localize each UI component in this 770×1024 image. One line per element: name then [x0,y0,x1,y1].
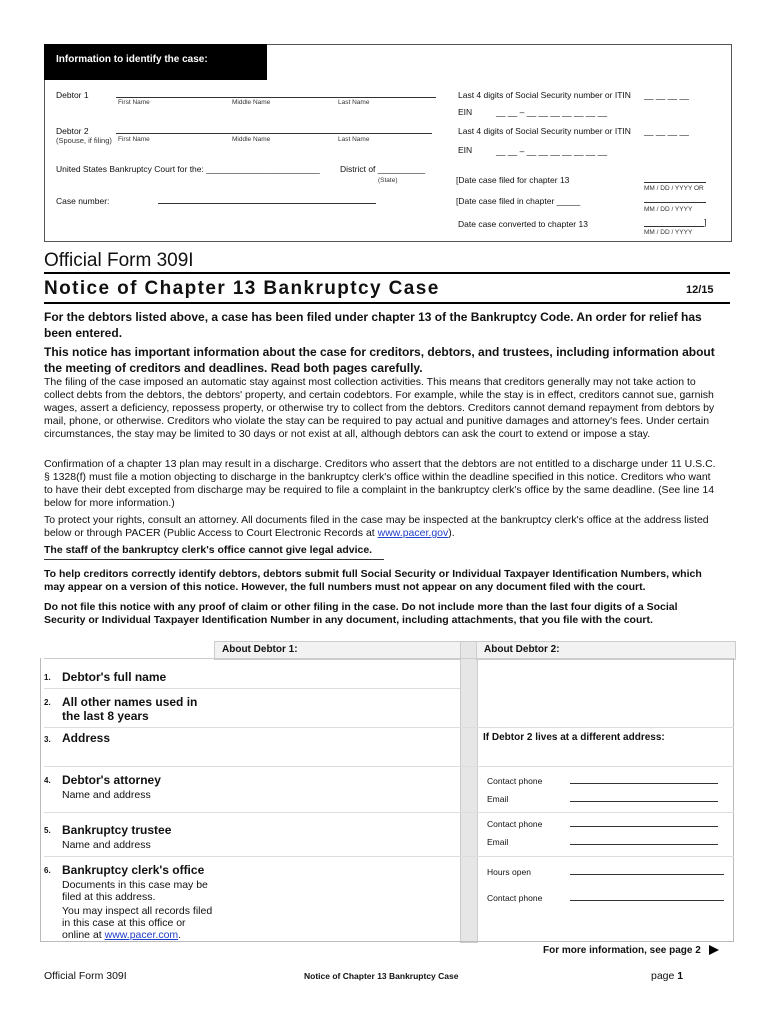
debtor1-name-field[interactable] [116,97,436,98]
debtor1-label: Debtor 1 [56,90,89,100]
date-format: MM / DD / YYYY [644,206,693,213]
footer-page-number [651,970,683,982]
stay-paragraph: The filing of the case imposed an automatic stay against most collection activities. This means that creditors generally may not take action to collect debts from the debtors, the debtors' property, and certain codebtors. For example, while the stay is in effect, creditors cannot sue, garnish wages, assert a deficiency, repossess property, or otherwise try to collect from the debtors. Creditors cannot demand repayment from debtors by mail, phone, or otherwise. Creditors who violate the stay can be required to pay actual and punitive damages and attorney's fees. Under certain circumstances, the stay may be limited to 30 days or not exist at all, although debtors can ask the court to extend or impose a stay. [44,376,715,440]
debtor2-address-note: If Debtor 2 lives at a different address: [483,732,665,743]
clerk-hours-field[interactable] [570,874,724,875]
ein-label-2: EIN [458,145,473,155]
row-number: 3. [44,735,51,744]
row-rule [44,766,734,767]
last-name-caption: Last Name [338,99,370,106]
row-number: 2. [44,698,51,707]
footer-page-num: 1 [677,970,684,982]
table-bottom-rule [40,941,734,942]
row-label-clerk: Bankruptcy clerk's office [62,863,205,877]
last-name-caption-2: Last Name [338,136,370,143]
ein-blank-1[interactable]: __ __ – __ __ __ __ __ __ __ [496,107,608,117]
district-label: District of __________ [340,164,426,174]
rights-text: To protect your rights, consult an attorney. All documents filed in the case may be inspected at the bankruptcy clerk's office at the address listed below or through PACER (Public Access to Court Electronic Records at [44,514,709,539]
attorney-email-field[interactable] [570,801,718,802]
ein-label-1: EIN [458,107,473,117]
row-label-full-name: Debtor's full name [62,670,167,684]
table-top-rule [44,658,734,659]
row-number: 1. [44,673,51,682]
table-left-rule [40,658,41,941]
discharge-paragraph: Confirmation of a chapter 13 plan may result in a discharge. Creditors who assert that the debtors are not entitled to a discharge under 11 U.S.C. § 1328(f) must file a motion objecting to discharge in the bankruptcy clerk's office within the deadline specified in this notice. Creditors who want to have their debt excepted from discharge may be required to file a complaint in the bankruptcy clerk's office by the same deadline. (See line 14 below for more information.) [44,458,716,509]
ssn-blank-2[interactable]: __ __ __ __ [644,126,689,136]
trustee-phone-field[interactable] [570,826,718,827]
trustee-email-field[interactable] [570,844,718,845]
pacer-com-link[interactable]: www.pacer.com [104,929,179,941]
identify-paragraph: To help creditors correctly identify debtors, debtors submit full Social Security or Individual Taxpayer Identification Numbers, which may appear on a version of this notice. However, the full numbers must not appear on any document filed with the court. [44,568,702,593]
trustee-sub: Name and address [62,839,151,851]
case-number-label: Case number: [56,196,110,206]
middle-name-caption: Middle Name [232,99,271,106]
column-divider [460,641,478,943]
case-info-title: Information to identify the case: [44,44,267,80]
attorney-email-label: Email [487,794,509,804]
trustee-phone-label: Contact phone [487,819,543,829]
do-not-file-paragraph: Do not file this notice with any proof of claim or other filing in the case. Do not include more than the last four digits of a Social Security or Individual Taxpayer Identification Number in any document, including attachments, that you file with the court. [44,601,678,626]
debtor2-label: Debtor 2 [56,126,89,136]
first-name-caption-2: First Name [118,136,150,143]
middle-name-caption-2: Middle Name [232,136,271,143]
attorney-phone-label: Contact phone [487,776,543,786]
first-name-caption: First Name [118,99,150,106]
row-rule [44,812,734,813]
spouse-caption: (Spouse, if filing) [56,136,112,145]
attorney-phone-field[interactable] [570,783,718,784]
row-number: 5. [44,826,51,835]
attorney-sub: Name and address [62,789,151,801]
case-number-field[interactable] [158,203,376,204]
row-label-trustee: Bankruptcy trustee [62,823,172,837]
row-rule [44,688,460,689]
clerk-sub-2-end: . [178,929,182,941]
debtor2-column-label: About Debtor 2: [484,644,560,655]
row-number: 6. [44,866,51,875]
ssn-blank-1[interactable]: __ __ __ __ [644,90,689,100]
clerk-phone-field[interactable] [570,900,724,901]
title-rule [44,272,730,274]
court-label: United States Bankruptcy Court for the: ________________________ [56,164,320,174]
intro-paragraph: For the debtors listed above, a case has been filed under chapter 13 of the Bankruptcy Code. An order for relief has been entered. [44,310,702,340]
staff-underline [44,559,384,560]
date-filed-in-label: [Date case filed in chapter _____ [456,196,581,206]
title-rule-bottom [44,302,730,304]
date-converted-label: Date case converted to chapter 13 [458,219,588,229]
official-form-label: Official Form 309I [44,250,194,271]
more-info-text: For more information, see page 2 [543,945,701,956]
row-label-other-names: All other names used in the last 8 years [62,695,198,723]
clerk-phone-label: Contact phone [487,893,543,903]
debtor1-column-label: About Debtor 1: [222,644,298,655]
important-paragraph: This notice has important information about the case for creditors, debtors, and trustees, including information about the meeting of creditors and deadlines. Read both pages carefully. [44,345,715,375]
footer-center-title: Notice of Chapter 13 Bankruptcy Case [304,971,459,981]
date-filed-label: [Date case filed for chapter 13 [456,175,570,185]
rights-text-end: ). [448,527,455,539]
table-right-rule [733,658,734,941]
clerk-sub-2 [62,905,216,941]
form-date: 12/15 [686,284,714,296]
date-filed-field[interactable] [644,182,706,183]
clerk-sub-1: Documents in this case may be filed at this address. [62,879,208,903]
bracket-close: ] [704,217,707,227]
row-label-attorney: Debtor's attorney [62,773,161,787]
debtor2-name-field[interactable] [116,133,432,134]
ssn-label-2: Last 4 digits of Social Security number or ITIN [458,126,631,136]
date-format-or: MM / DD / YYYY OR [644,185,704,192]
rights-paragraph [44,514,720,540]
ein-blank-2[interactable]: __ __ – __ __ __ __ __ __ __ [496,146,608,156]
trustee-email-label: Email [487,837,509,847]
footer-form-label: Official Form 309I [44,970,127,982]
date-format-close: MM / DD / YYYY [644,229,693,236]
arrow-right-icon[interactable] [708,944,720,956]
clerk-sub-2-text: You may inspect all records filed in this case at this office or online at [62,905,213,941]
footer-page-label: page [651,970,675,982]
date-filed-in-field[interactable] [644,202,706,203]
pacer-gov-link[interactable]: www.pacer.gov [377,527,449,539]
ssn-label-1: Last 4 digits of Social Security number or ITIN [458,90,631,100]
row-rule [44,727,734,728]
staff-notice: The staff of the bankruptcy clerk's office cannot give legal advice. [44,544,373,556]
date-converted-field[interactable] [644,226,704,227]
row-rule [44,856,734,857]
page-title: Notice of Chapter 13 Bankruptcy Case [44,278,440,299]
row-number: 4. [44,776,51,785]
state-caption: (State) [378,177,398,184]
clerk-hours-label: Hours open [487,867,531,877]
row-label-address: Address [62,731,111,745]
